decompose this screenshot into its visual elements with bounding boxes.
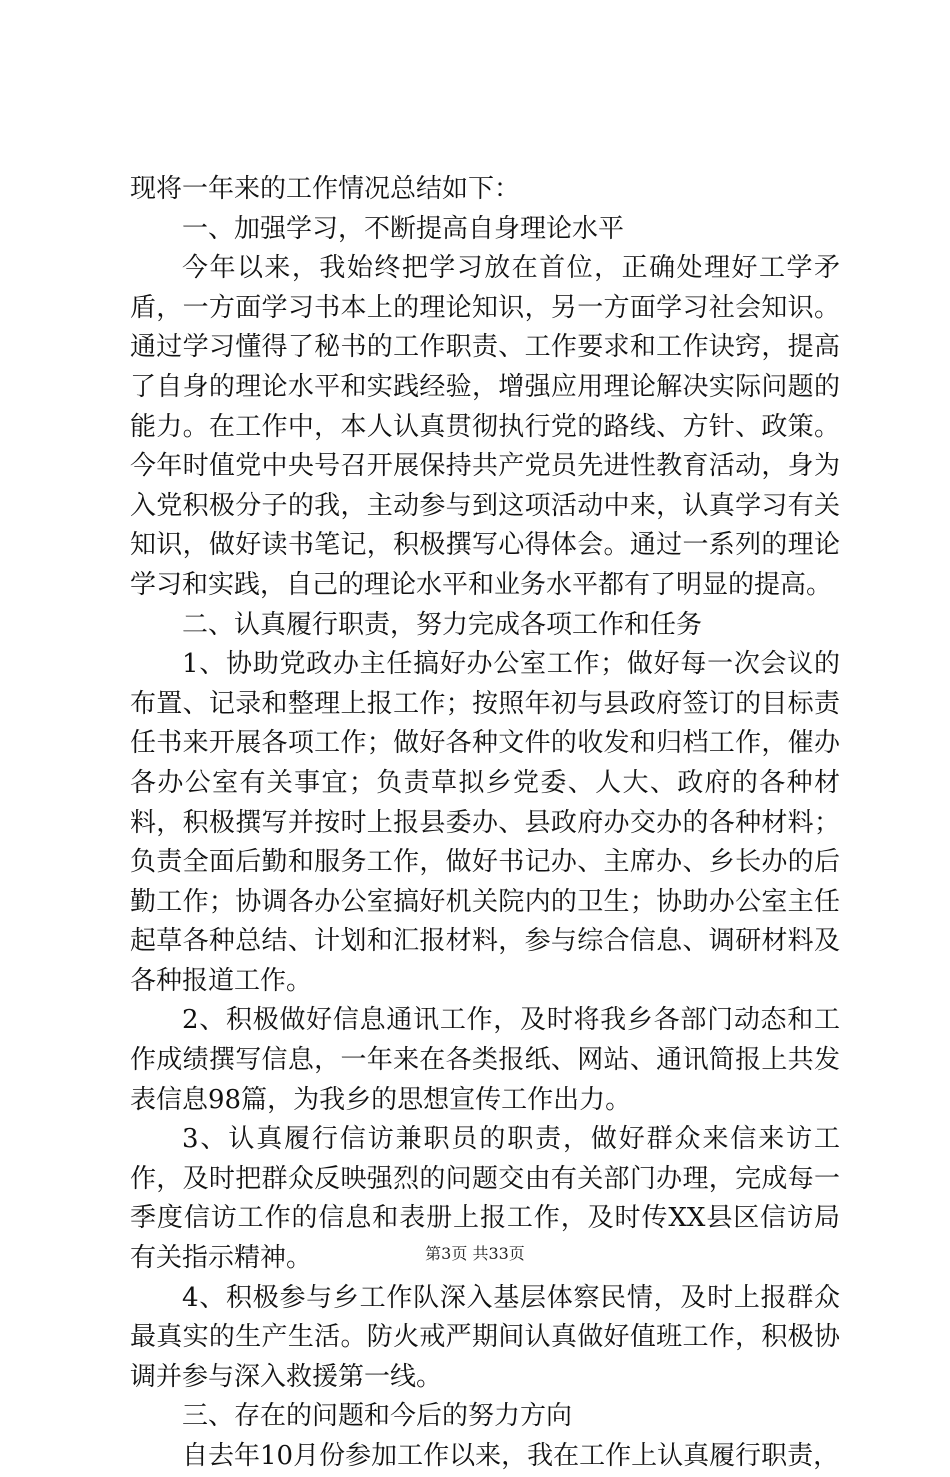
page-footer (0, 1244, 950, 1264)
paragraph-item-2: 2、积极做好信息通讯工作，及时将我乡各部门动态和工作成绩撰写信息，一年来在各类报纸、网站、通讯简报上共发表信息98篇，为我乡的思想宣传工作出力。 (130, 1005, 840, 1115)
paragraph-study: 今年以来，我始终把学习放在首位，正确处理好工学矛盾，一方面学习书本上的理论知识，另一方面学习社会知识。通过学习懂得了秘书的工作职责、工作要求和工作诀窍，提高了自身的理论水平和实践经验，增强应用理论解决实际问题的能力。在工作中，本人认真贯彻执行党的路线、方针、政策。今年时值党中央号召开展保持共产党员先进性教育活动，身为入党积极分子的我，主动参与到这项活动中来，认真学习有关知识，做好读书笔记，积极撰写心得体会。通过一系列的理论学习和实践，自己的理论水平和业务水平都有了明显的提高。 (130, 253, 840, 600)
page-number-label: 第3页 共33页 (425, 1244, 525, 1263)
paragraph-intro: 现将一年来的工作情况总结如下： (130, 174, 521, 204)
section-heading-3: 三、存在的问题和今后的努力方向 (182, 1401, 573, 1432)
paragraph-closing: 自去年10月份参加工作以来，我在工作上认真履行职责， (182, 1441, 840, 1471)
document-body (130, 170, 840, 1477)
paragraph-item-1: 1、协助党政办主任搞好办公室工作；做好每一次会议的布置、记录和整理上报工作；按照年初与县政府签订的目标责任书来开展各项工作；做好各种文件的收发和归档工作，催办各办公室有关事宜；负责草拟乡党委、人大、政府的各种材料，积极撰写并按时上报县委办、县政府办交办的各种材料；负责全面后勤和服务工作，做好书记办、主席办、乡长办的后勤工作；协调各办公室搞好机关院内的卫生；协助办公室主任起草各种总结、计划和汇报材料，参与综合信息、调研材料及各种报道工作。 (130, 649, 840, 996)
paragraph-item-3: 3、认真履行信访兼职员的职责，做好群众来信来访工作，及时把群众反映强烈的问题交由有关部门办理，完成每一季度信访工作的信息和表册上报工作，及时传XX县区信访局有关指示精神。 (130, 1124, 840, 1274)
paragraph-item-4: 4、积极参与乡工作队深入基层体察民情，及时上报群众最真实的生产生活。防火戒严期间认真做好值班工作，积极协调并参与深入救援第一线。 (130, 1282, 840, 1392)
section-heading-2: 二、认真履行职责，努力完成各项工作和任务 (182, 609, 703, 640)
section-heading-1: 一、加强学习，不断提高自身理论水平 (182, 213, 625, 244)
